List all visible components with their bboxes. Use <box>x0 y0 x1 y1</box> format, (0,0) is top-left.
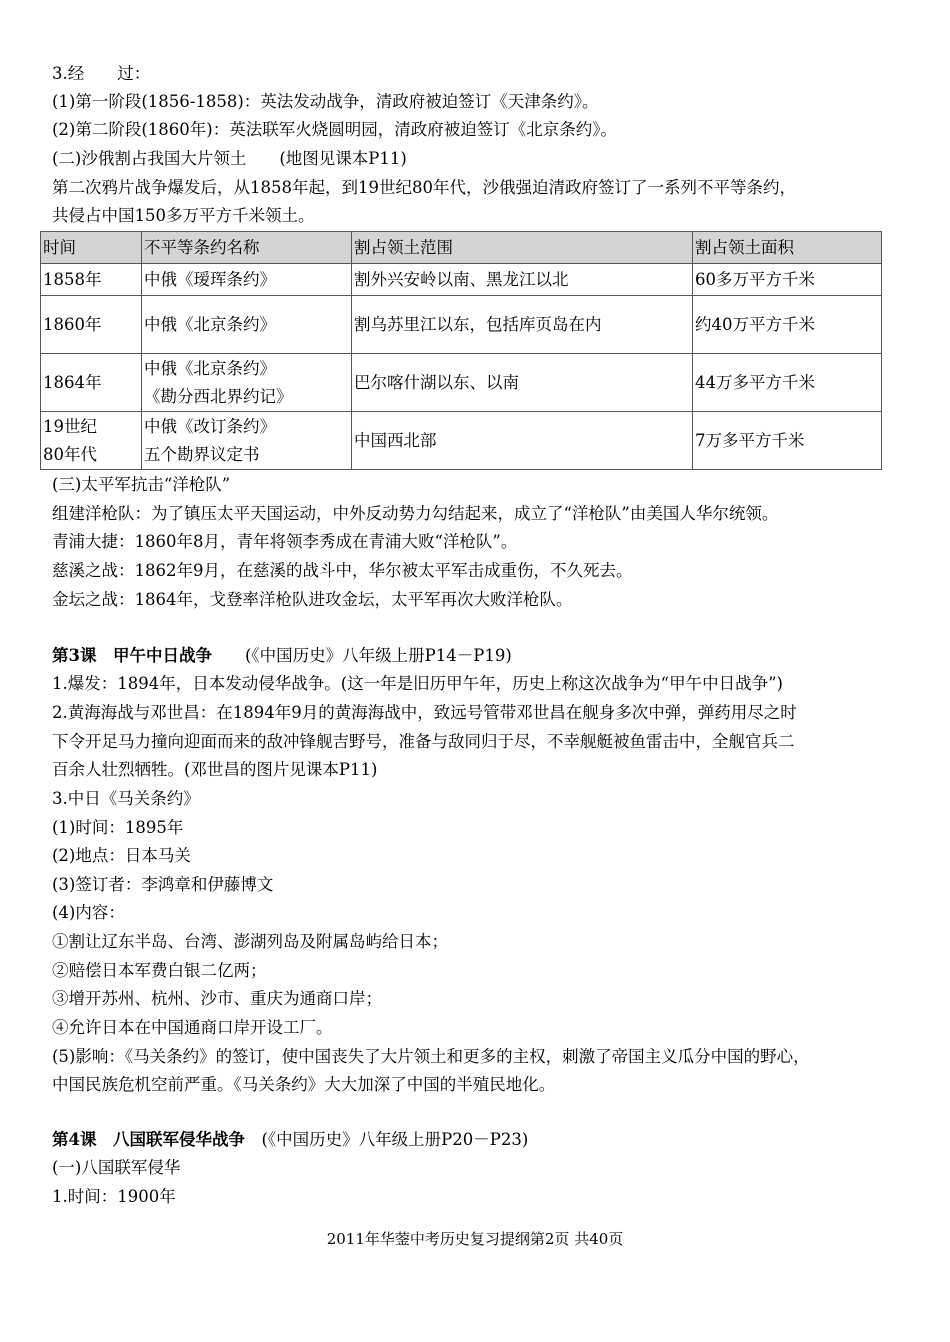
table-header-cell: 不平等条约名称 <box>142 232 352 264</box>
table-cell-treaty: 中俄《瑷珲条约》 <box>142 264 352 296</box>
time-line: 19世纪 <box>43 416 97 436</box>
text-line: 慈溪之战：1862年9月，在慈溪的战斗中，华尔被太平军击成重伤，不久死去。 <box>52 561 633 580</box>
table-cell-treaty <box>142 354 352 412</box>
table-cell-range: 割外兴安岭以南、黑龙江以北 <box>352 264 693 296</box>
treaty-line: 中俄《北京条约》 <box>144 358 276 378</box>
lesson-4-heading <box>52 1126 902 1154</box>
text-line: 1.爆发：1894年，日本发动侵华战争。(这一年是旧历甲午年，历史上称这次战争为“甲午中日战争”) <box>52 674 783 693</box>
text-line: 3.经 过： <box>52 64 151 83</box>
text-line: (1)时间：1895年 <box>52 818 184 837</box>
text-line: 3.中日《马关条约》 <box>52 789 200 808</box>
text-line: (3)签订者：李鸿章和伊藤博文 <box>52 875 274 894</box>
lesson-reference: (《中国历史》八年级上册P20－P23) <box>244 1130 529 1149</box>
table-row <box>41 354 882 412</box>
page-footer: 2011年华蓥中考历史复习提纲第2页 共40页 <box>326 1230 624 1248</box>
table-row <box>41 296 882 354</box>
table-row <box>41 412 882 470</box>
section-heading: (一)八国联军侵华 <box>52 1158 181 1177</box>
table-cell-range: 巴尔喀什湖以东、以南 <box>352 354 693 412</box>
text-line: 中国民族危机空前严重。《马关条约》大大加深了中国的半殖民地化。 <box>52 1075 556 1094</box>
table-cell-range: 割乌苏里江以东，包括库页岛在内 <box>352 296 693 354</box>
territory-table <box>40 231 882 470</box>
text-line: 组建洋枪队：为了镇压太平天国运动，中外反动势力勾结起来，成立了“洋枪队”由美国人华尔统领。 <box>52 504 779 523</box>
text-line: ②赔偿日本军费白银二亿两； <box>52 961 267 980</box>
table-header-cell: 时间 <box>41 232 142 264</box>
text-line: 百余人壮烈牺牲。(邓世昌的图片见课本P11) <box>52 760 378 779</box>
time-line: 80年代 <box>43 444 97 464</box>
text-line: (2)第二阶段(1860年)：英法联军火烧圆明园，清政府被迫签订《北京条约》。 <box>52 120 617 139</box>
text-line: 共侵占中国150多万平方千米领土。 <box>52 206 315 225</box>
table-header-row <box>41 232 882 264</box>
lesson-title: 第4课 八国联军侵华战争 <box>52 1130 245 1149</box>
text-line: (1)第一阶段(1856-1858)：英法发动战争，清政府被迫签订《天津条约》。 <box>52 92 599 111</box>
text-line: ③增开苏州、杭州、沙市、重庆为通商口岸； <box>52 989 382 1008</box>
text-line: 金坛之战：1864年，戈登率洋枪队进攻金坛，太平军再次大败洋枪队。 <box>52 590 573 609</box>
table-header-cell: 割占领土范围 <box>352 232 693 264</box>
lesson-3-heading <box>52 642 902 670</box>
text-line: ④允许日本在中国通商口岸开设工厂。 <box>52 1018 333 1037</box>
table-cell-area: 60多万平方千米 <box>693 264 882 296</box>
section-heading: (三)太平军抗击“洋枪队” <box>52 475 231 494</box>
text-line: 下令开足马力撞向迎面而来的敌冲锋舰吉野号，准备与敌同归于尽，不幸舰艇被鱼雷击中，全舰官兵二 <box>52 732 795 751</box>
text-line: 2.黄海海战与邓世昌：在1894年9月的黄海海战中，致远号管带邓世昌在舰身多次中弹，弹药用尽之时 <box>52 703 797 722</box>
table-cell-range: 中国西北部 <box>352 412 693 470</box>
text-line: (5)影响：《马关条约》的签订，使中国丧失了大片领土和更多的主权，刺激了帝国主义瓜分中国的野心， <box>52 1047 810 1066</box>
table-cell-time: 1864年 <box>41 354 142 412</box>
text-line: 第二次鸦片战争爆发后，从1858年起，到19世纪80年代，沙俄强迫清政府签订了一系列不平等条约， <box>52 178 796 197</box>
table-cell-area: 7万多平方千米 <box>693 412 882 470</box>
table-cell-time <box>41 412 142 470</box>
table-cell-treaty <box>142 412 352 470</box>
text-line: ①割让辽东半岛、台湾、澎湖列岛及附属岛屿给日本； <box>52 932 448 951</box>
treaty-line: 《勘分西北界约记》 <box>144 386 293 406</box>
table-row <box>41 264 882 296</box>
treaty-line: 中俄《改订条约》 <box>144 416 276 436</box>
text-line: 1.时间：1900年 <box>52 1187 176 1206</box>
section-heading: (二)沙俄割占我国大片领土 (地图见课本P11) <box>52 149 407 168</box>
lesson-title: 第3课 甲午中日战争 <box>52 646 212 665</box>
table-cell-area: 44万多平方千米 <box>693 354 882 412</box>
treaty-line: 五个勘界议定书 <box>144 444 260 464</box>
text-line: 青浦大捷：1860年8月，青年将领李秀成在青浦大败“洋枪队”。 <box>52 532 518 551</box>
text-line: (2)地点：日本马关 <box>52 846 191 865</box>
text-line: (4)内容： <box>52 903 125 922</box>
table-cell-area: 约40万平方千米 <box>693 296 882 354</box>
lesson-reference: (《中国历史》八年级上册P14－P19) <box>211 646 512 665</box>
table-cell-time: 1860年 <box>41 296 142 354</box>
table-cell-treaty: 中俄《北京条约》 <box>142 296 352 354</box>
table-cell-time: 1858年 <box>41 264 142 296</box>
table-header-cell: 割占领土面积 <box>693 232 882 264</box>
